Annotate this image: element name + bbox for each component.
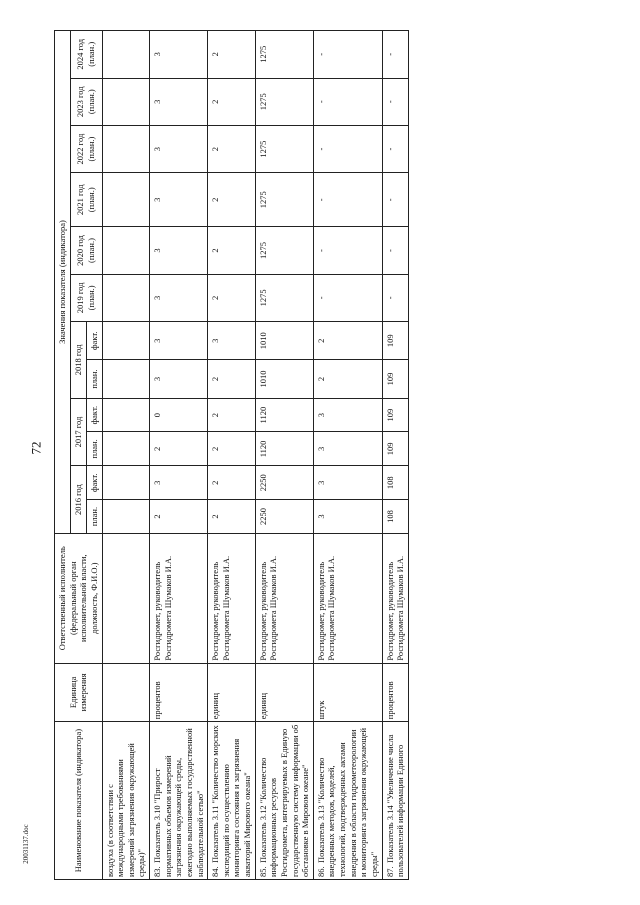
value-cell: 2 [208, 360, 256, 398]
value-cell: 2 [208, 78, 256, 125]
value-cell: 2 [150, 432, 208, 466]
unit-cell: единиц [255, 663, 313, 722]
table-row [208, 31, 256, 880]
value-cell: 1275 [255, 31, 313, 79]
value-cell: - [313, 274, 382, 321]
executor-cell: Росгидромет, руководитель Росгидромета Шумаков И.А. [382, 533, 408, 663]
executor-cell: Росгидромет, руководитель Росгидромета Шумаков И.А. [255, 533, 313, 663]
value-cell: 3 [150, 466, 208, 500]
indicator-name-cell [382, 722, 408, 880]
header-fact: факт. [86, 398, 102, 432]
value-cell: 1275 [255, 125, 313, 172]
executor-cell: Росгидромет, руководитель Росгидромета Шумаков И.А. [313, 533, 382, 663]
unit-cell: штук [313, 663, 382, 722]
value-cell: 109 [382, 432, 408, 466]
value-cell: 1010 [255, 322, 313, 360]
page-number: 72 [28, 441, 44, 455]
header-2023: 2023 год (план.) [70, 78, 102, 125]
unit-cell: процентов [150, 663, 208, 722]
value-cell: 3 [150, 360, 208, 398]
header-plan: план. [86, 360, 102, 398]
value-cell: 1275 [255, 227, 313, 274]
rotated-table-container [54, 0, 614, 880]
unit-cell: единиц [208, 663, 256, 722]
header-executor: Ответственный исполнитель (федеральный орган исполнительной власти, должность, Ф.И.О.) [55, 533, 103, 663]
header-2020: 2020 год (план.) [70, 227, 102, 274]
value-cell: 2 [208, 227, 256, 274]
indicator-name-cell [255, 722, 313, 880]
header-2017: 2017 год [70, 398, 86, 466]
value-cell: 1275 [255, 173, 313, 227]
value-cell: 2 [208, 500, 256, 534]
indicator-name-cell [208, 722, 256, 880]
value-cell: 2250 [255, 500, 313, 534]
value-cell: 3 [208, 322, 256, 360]
executor-cell: Росгидромет, руководитель Росгидромета Шумаков И.А. [150, 533, 208, 663]
header-2021: 2021 год (план.) [70, 173, 102, 227]
table-row [255, 31, 313, 880]
value-cell: - [313, 173, 382, 227]
indicator-name-cell [150, 722, 208, 880]
value-cell: - [382, 173, 408, 227]
value-cell: - [382, 78, 408, 125]
value-cell: 3 [150, 274, 208, 321]
value-cell: 1275 [255, 78, 313, 125]
value-cell: 108 [382, 466, 408, 500]
footer-filename: 20031137.doc [21, 824, 30, 864]
header-fact: факт. [86, 322, 102, 360]
value-cell: 2 [208, 398, 256, 432]
table-row [313, 31, 382, 880]
header-plan: план. [86, 432, 102, 466]
value-cell: 1275 [255, 274, 313, 321]
header-2024: 2024 год (план.) [70, 31, 102, 79]
value-cell: 1010 [255, 360, 313, 398]
value-cell: 3 [150, 78, 208, 125]
unit-cell: процентов [382, 663, 408, 722]
header-values-group: Значения показателя (индикатора) [55, 31, 71, 534]
value-cell: 2 [208, 173, 256, 227]
header-2022: 2022 год (план.) [70, 125, 102, 172]
indicator-name: Показатель 3.10 "Прирост нормативных объемов измерений загрязнения окружающей среды, ежегодно выполняемых государственной наблюдательной сетью" [152, 728, 205, 877]
indicator-name-cell [313, 722, 382, 880]
value-cell: 109 [382, 398, 408, 432]
value-cell: 2 [150, 500, 208, 534]
table-row [150, 31, 208, 880]
row-number: 86. [315, 866, 326, 877]
value-cell: 3 [313, 432, 382, 466]
value-cell: - [313, 31, 382, 79]
indicator-name: Показатель 3.11 "Количество морских экспедиций по осуществлению мониторинга состояния и загрязнения акваторий Мирового океана" [210, 725, 252, 877]
header-name: Наименование показателя (индикатора) [55, 722, 103, 880]
value-cell: - [382, 227, 408, 274]
value-cell: 3 [150, 322, 208, 360]
value-cell: 2 [208, 125, 256, 172]
value-cell: 3 [150, 125, 208, 172]
value-cell: 3 [150, 227, 208, 274]
value-cell: 2 [313, 322, 382, 360]
indicator-name: Показатель 3.14 "Увеличение числа пользователей информации Единого [384, 734, 406, 877]
value-cell: - [382, 125, 408, 172]
value-cell: 3 [313, 500, 382, 534]
value-cell: 2 [208, 432, 256, 466]
value-cell: - [313, 125, 382, 172]
value-cell: 2 [313, 360, 382, 398]
value-cell: 2 [208, 31, 256, 79]
value-cell: 3 [313, 466, 382, 500]
header-plan: план. [86, 500, 102, 534]
header-2016: 2016 год [70, 466, 86, 534]
value-cell: 3 [313, 398, 382, 432]
executor-cell: Росгидромет, руководитель Росгидромета Шумаков И.А. [208, 533, 256, 663]
header-fact: факт. [86, 466, 102, 500]
value-cell: - [313, 227, 382, 274]
header-2019: 2019 год (план.) [70, 274, 102, 321]
value-cell: 108 [382, 500, 408, 534]
header-2018: 2018 год [70, 322, 86, 399]
indicator-name: Показатель 3.13 "Количество внедренных методов, моделей, технологий, подтвержденных актами внедрения в области гидрометеорологии и мониторинга загрязнения окружающей среды" [315, 727, 379, 877]
value-cell: 0 [150, 398, 208, 432]
value-cell: 2250 [255, 466, 313, 500]
indicators-table [54, 30, 409, 880]
continuation-row [102, 31, 150, 880]
value-cell: - [382, 31, 408, 79]
value-cell: 1120 [255, 398, 313, 432]
value-cell: 3 [150, 31, 208, 79]
value-cell: 109 [382, 360, 408, 398]
value-cell: 2 [208, 466, 256, 500]
value-cell: 109 [382, 322, 408, 360]
header-unit: Единица измерения [55, 663, 103, 722]
row-number: 84. [210, 866, 221, 877]
row-number: 85. [257, 866, 268, 877]
value-cell: 3 [150, 173, 208, 227]
value-cell: - [382, 274, 408, 321]
table-row [382, 31, 408, 880]
continuation-text: воздуха (в соответствии с международными требованиями измерений загрязнения окружающей среды)" [102, 722, 150, 880]
value-cell: - [313, 78, 382, 125]
value-cell: 2 [208, 274, 256, 321]
indicator-name: Показатель 3.12 "Количество информационных ресурсов Росгидромета, интегрируемых в Единую государственную систему информации об обстановке в Мировом океане" [257, 724, 311, 877]
row-number: 87. [384, 866, 395, 877]
value-cell: 1120 [255, 432, 313, 466]
row-number: 83. [152, 866, 162, 877]
